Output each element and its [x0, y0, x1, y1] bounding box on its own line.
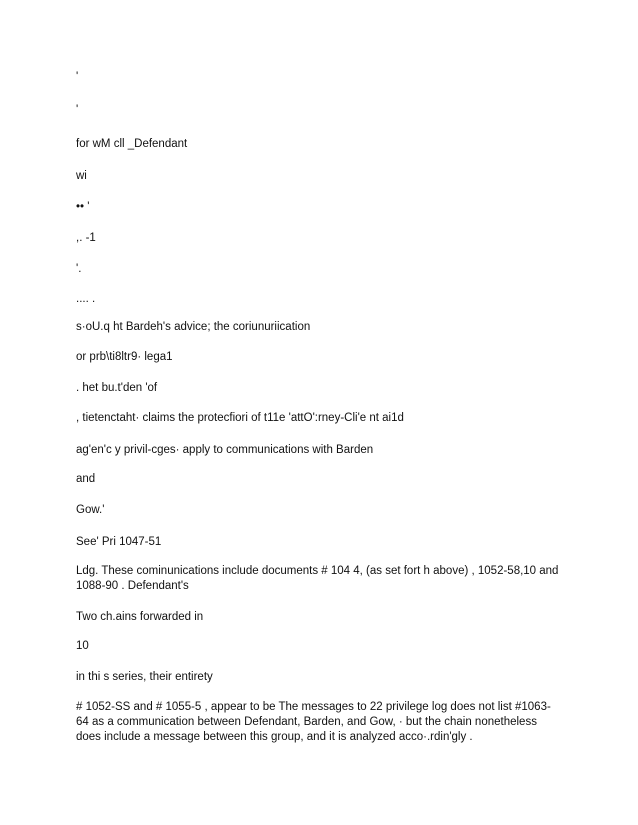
text-line-14: and: [76, 473, 96, 485]
text-line-4: wi: [76, 170, 87, 182]
text-line-15: Gow.': [76, 504, 105, 516]
text-line-8: .... .: [76, 293, 96, 305]
text-line-12: , tietenctaht· claims the protecfiori of t11e 'attO':rney-Cli'e nt ai1d: [76, 412, 404, 424]
text-line-11: . het bu.t'den 'of: [76, 382, 158, 394]
text-line-13: ag'en'c y privil-cges· apply to communications with Barden: [76, 444, 374, 456]
text-line-20: in thi s series, their entirety: [76, 671, 213, 683]
text-line-7: '.: [76, 263, 82, 275]
text-line-10: or prb\ti8ltr9· lega1: [76, 351, 173, 363]
text-line-6: ,. -1: [76, 232, 96, 244]
text-line-5: •• ': [76, 201, 90, 213]
text-line-17: Ldg. These cominunications include documents # 104 4, (as set fort h above) , 1052-58,10 and 1088-90 . Defendant's: [76, 565, 559, 592]
text-line-21: # 1052-SS and # 1055-5 , appear to be The messages to 22 privilege log does not list #1063-64 as a communication between Defendant, Barden, and Gow, · but the chain nonetheless does include a message between this group, and it is analyzed acco·.rdin'gly .: [76, 701, 551, 743]
text-line-1: ': [76, 71, 79, 83]
text-line-18: Two ch.ains forwarded in: [76, 611, 204, 623]
text-line-19: 10: [76, 640, 89, 652]
text-line-16: See' Pri 1047-51: [76, 536, 162, 548]
text-line-3: for wM cll _Defendant: [76, 138, 188, 150]
text-line-2: ': [76, 104, 79, 116]
text-line-9: s·oU.q ht Bardeh's advice; the coriunuriication: [76, 321, 311, 333]
